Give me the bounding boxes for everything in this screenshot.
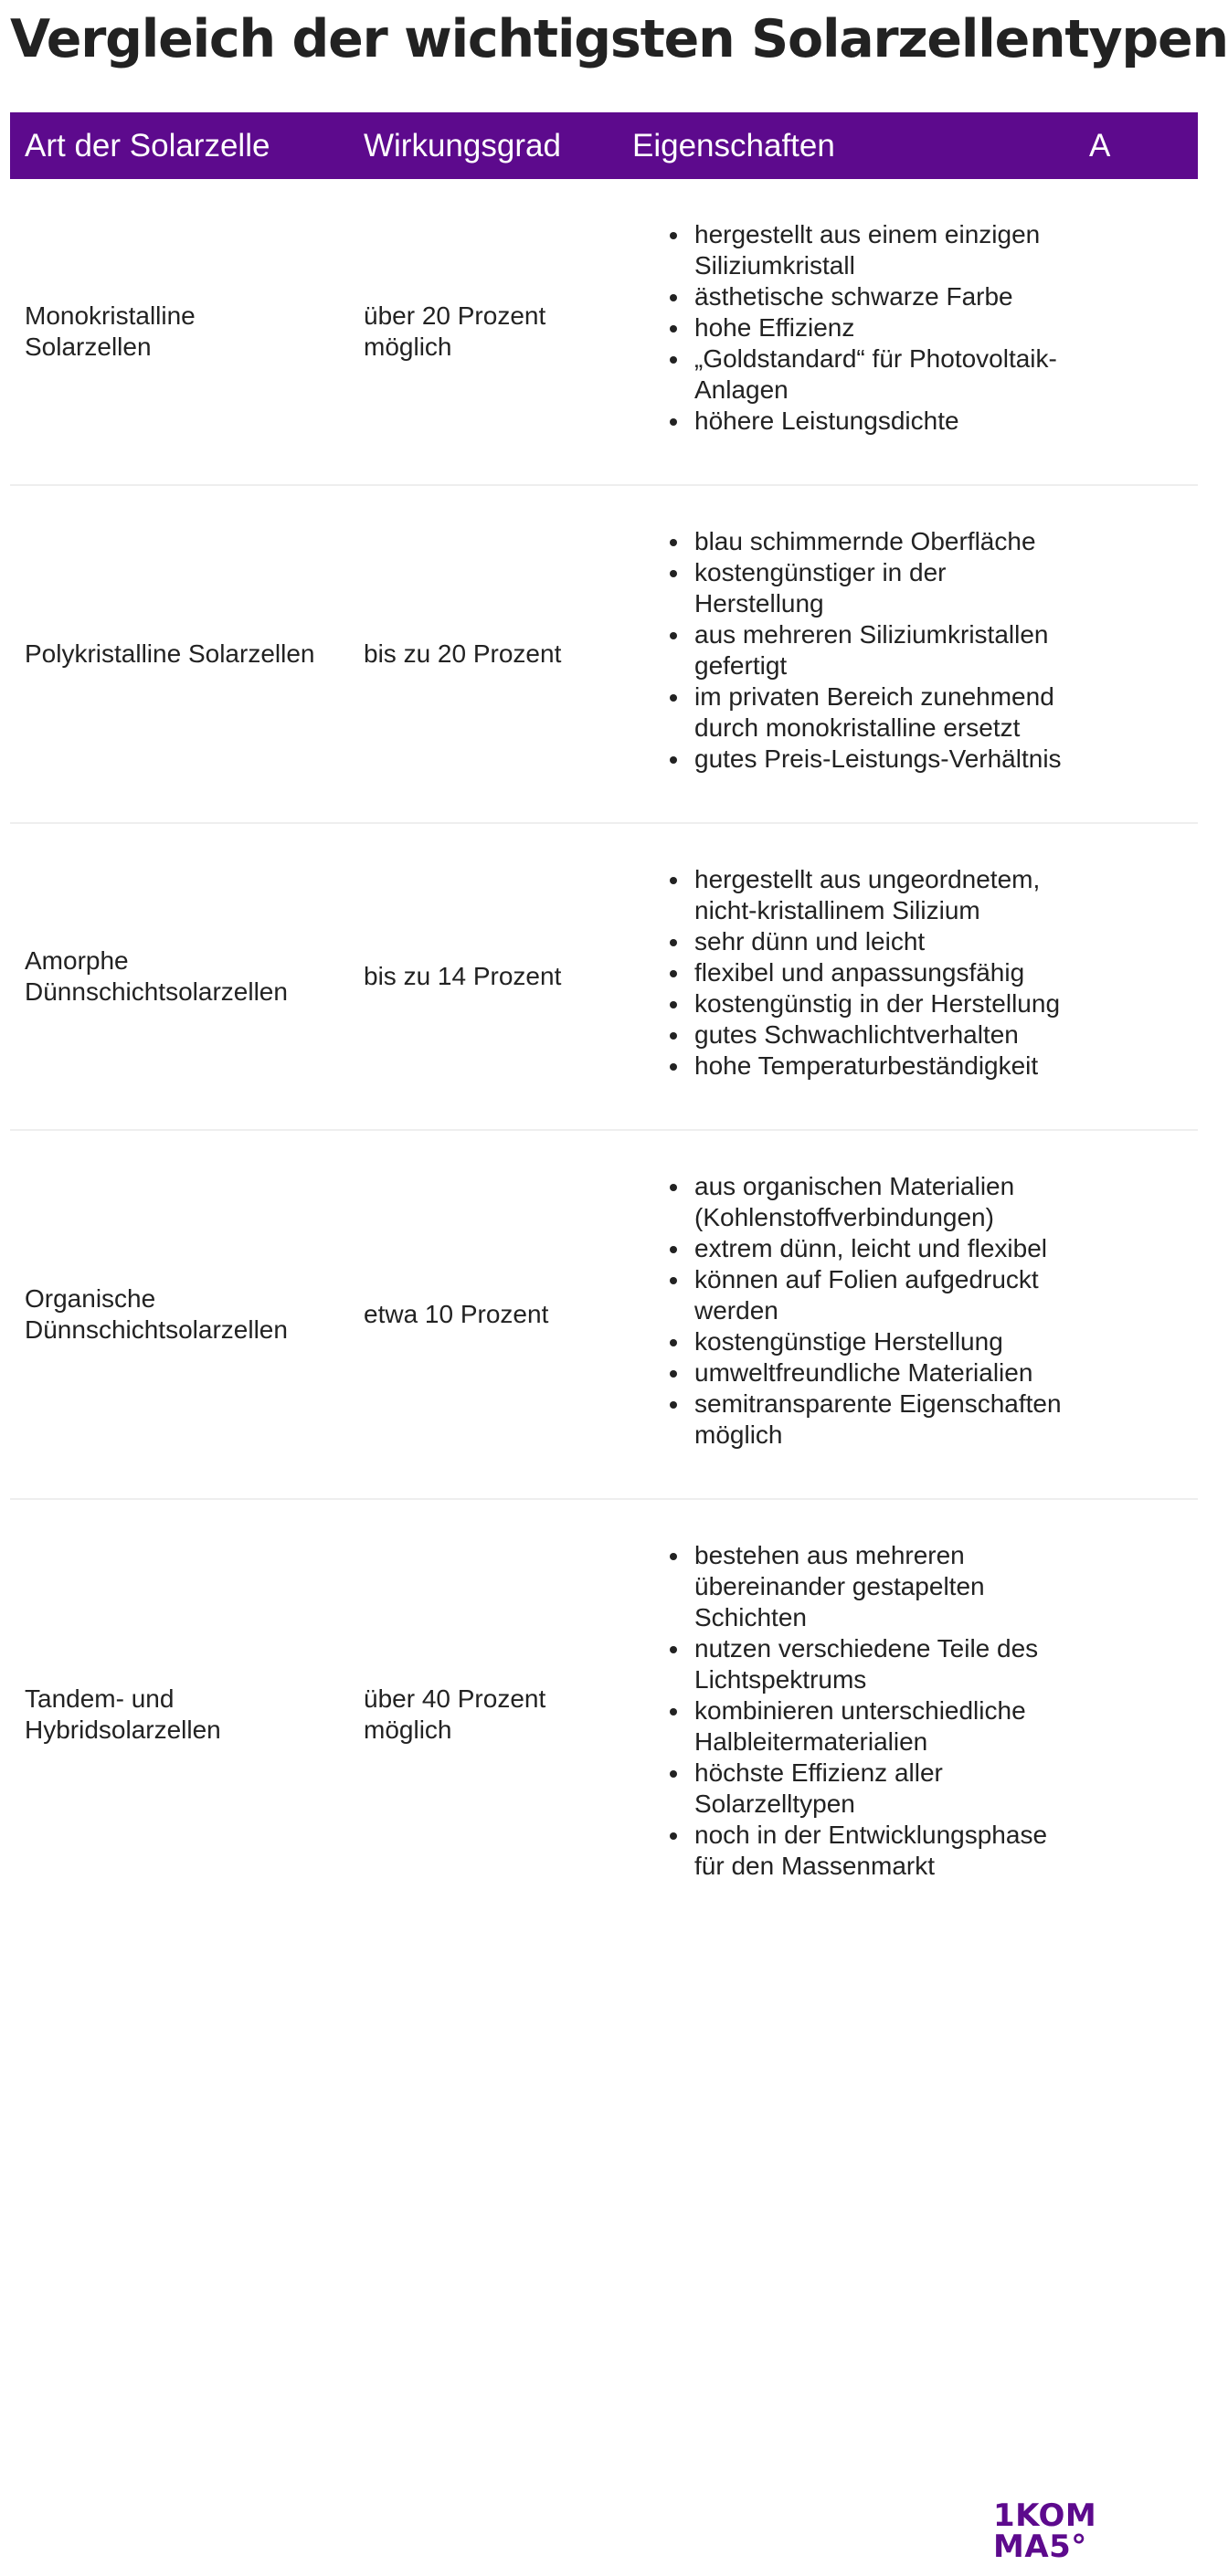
property-list [632, 1171, 1065, 1451]
header-type: Art der Solarzelle [25, 127, 270, 164]
cell-type: Organische Dünnschichtsolarzellen [25, 1284, 288, 1344]
cell-truncated [1074, 1130, 1198, 1499]
cell-properties [618, 485, 1074, 823]
property-list [632, 219, 1065, 437]
property-item: • höchste Effizienz aller Solarzelltypen [691, 1758, 1065, 1820]
property-item: • hergestellt aus ungeordnetem, nicht-kristallinem Silizium [691, 864, 1065, 926]
cell-efficiency: bis zu 20 Prozent [364, 639, 562, 668]
property-item: • kostengünstig in der Herstellung [691, 988, 1065, 1019]
property-list [632, 864, 1065, 1082]
cell-truncated [1074, 179, 1198, 485]
property-item: • kostengünstige Herstellung [691, 1326, 1065, 1357]
table-row [10, 823, 1198, 1130]
logo-line-1: 1KOM [993, 2497, 1097, 2534]
property-item: • „Goldstandard“ für Photovoltaik-Anlagen [691, 343, 1065, 406]
cell-efficiency: bis zu 14 Prozent [364, 962, 562, 990]
table-row [10, 485, 1198, 823]
comparison-table-container[interactable] [10, 112, 1111, 1929]
cell-truncated [1074, 485, 1198, 823]
property-item: • flexibel und anpassungsfähig [691, 957, 1065, 988]
property-item: • sehr dünn und leicht [691, 926, 1065, 957]
cell-type: Monokristalline Solarzellen [25, 301, 196, 361]
property-item: • aus organischen Materialien (Kohlenstoffverbindungen) [691, 1171, 1065, 1233]
property-list [632, 526, 1065, 775]
property-item: • umweltfreundliche Materialien [691, 1357, 1065, 1388]
table-body [10, 179, 1198, 1929]
cell-properties [618, 823, 1074, 1130]
property-item: • gutes Preis-Leistungs-Verhältnis [691, 744, 1065, 775]
header-properties: Eigenschaften [632, 127, 835, 164]
property-item: • bestehen aus mehreren übereinander gestapelten Schichten [691, 1540, 1065, 1633]
cell-efficiency: über 20 Prozent möglich [364, 301, 546, 361]
comparison-table [10, 112, 1198, 1929]
property-item: • höhere Leistungsdichte [691, 406, 1065, 437]
header-efficiency: Wirkungsgrad [364, 127, 561, 164]
table-header-row [10, 112, 1198, 179]
cell-properties [618, 1499, 1074, 1929]
cell-properties [618, 1130, 1074, 1499]
property-item: • im privaten Bereich zunehmend durch monokristalline ersetzt [691, 681, 1065, 744]
property-item: • kombinieren unterschiedliche Halbleitermaterialien [691, 1695, 1065, 1758]
cell-efficiency: etwa 10 Prozent [364, 1300, 549, 1328]
property-item: • noch in der Entwicklungsphase für den Massenmarkt [691, 1820, 1065, 1882]
property-item: • ästhetische schwarze Farbe [691, 281, 1065, 312]
property-item: • semitransparente Eigenschaften möglich [691, 1388, 1065, 1451]
logo-line-2: MA5° [993, 2528, 1087, 2565]
table-row [10, 1499, 1198, 1929]
page-title: Vergleich der wichtigsten Solarzellentypen [10, 9, 1228, 69]
property-item: • gutes Schwachlichtverhalten [691, 1019, 1065, 1050]
cell-type: Polykristalline Solarzellen [25, 639, 315, 668]
property-item: • kostengünstiger in der Herstellung [691, 557, 1065, 619]
cell-efficiency: über 40 Prozent möglich [364, 1684, 546, 1744]
cell-truncated [1074, 1499, 1198, 1929]
property-item: • nutzen verschiedene Teile des Lichtspektrums [691, 1633, 1065, 1695]
property-item: • extrem dünn, leicht und flexibel [691, 1233, 1065, 1264]
property-item: • aus mehreren Siliziumkristallen gefertigt [691, 619, 1065, 681]
property-item: • blau schimmernde Oberfläche [691, 526, 1065, 557]
property-item: • hohe Temperaturbeständigkeit [691, 1050, 1065, 1082]
property-list [632, 1540, 1065, 1882]
cell-type: Tandem- und Hybridsolarzellen [25, 1684, 221, 1744]
table-row [10, 1130, 1198, 1499]
property-item: • hohe Effizienz [691, 312, 1065, 343]
header-truncated-column: A [1089, 127, 1111, 164]
property-item: • hergestellt aus einem einzigen Siliziumkristall [691, 219, 1065, 281]
property-item: • können auf Folien aufgedruckt werden [691, 1264, 1065, 1326]
brand-logo[interactable] [993, 2497, 1097, 2565]
table-row [10, 179, 1198, 485]
cell-type: Amorphe Dünnschichtsolarzellen [25, 946, 288, 1006]
cell-properties [618, 179, 1074, 485]
cell-truncated [1074, 823, 1198, 1130]
